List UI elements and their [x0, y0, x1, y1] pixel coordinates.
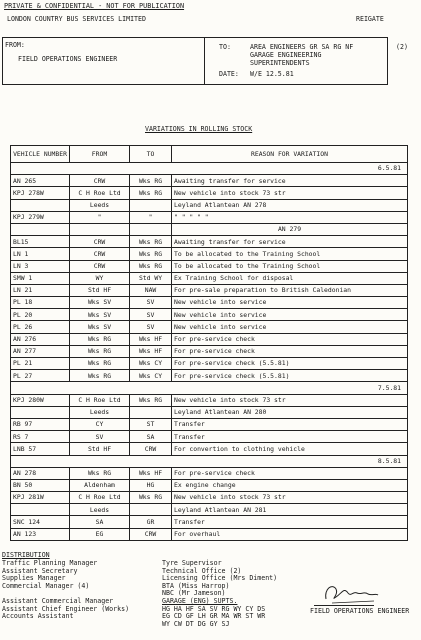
reason-cell: For pre-sale preparation to British Caledonian	[172, 284, 408, 296]
reason-cell: Leyland Atlantean AN 280	[172, 406, 408, 418]
vehicle-cell: PL 27	[11, 370, 70, 382]
table-row	[11, 394, 408, 406]
from-cell: Wks SV	[70, 321, 130, 333]
header-from: FROM	[70, 146, 130, 163]
from-cell: Wks RG	[70, 345, 130, 357]
vehicle-cell: PL 21	[11, 358, 70, 370]
to-cell: Wks RG	[130, 260, 172, 272]
distribution-item: Licensing Office (Mrs Diment)	[162, 574, 278, 583]
to-cell: Wks RG	[130, 175, 172, 187]
reason-cell: To be allocated to the Training School	[172, 248, 408, 260]
table-row	[11, 211, 408, 223]
classification-heading: PRIVATE & CONFIDENTIAL - NOT FOR PUBLICATION	[4, 2, 185, 10]
from-cell: CRW	[70, 236, 130, 248]
page-reference: (2)	[396, 43, 408, 51]
table-row	[11, 284, 408, 296]
from-cell: Leeds	[70, 504, 130, 516]
vehicle-cell	[11, 406, 70, 418]
from-cell: WY	[70, 272, 130, 284]
date-value: W/E 12.5.81	[250, 70, 294, 78]
to-cell: CRW	[130, 443, 172, 455]
to-cell: Wks CY	[130, 370, 172, 382]
to-cell: Std WY	[130, 272, 172, 284]
to-cell: Wks HF	[130, 345, 172, 357]
reason-cell: New vehicle into service	[172, 297, 408, 309]
from-cell: SV	[70, 431, 130, 443]
to-cell: Wks RG	[130, 394, 172, 406]
vehicle-cell: AN 123	[11, 528, 70, 540]
table-row	[11, 406, 408, 418]
to-cell: GR	[130, 516, 172, 528]
date-label: DATE:	[219, 70, 239, 78]
from-label: FROM:	[5, 41, 25, 49]
reason-cell: Ex engine change	[172, 479, 408, 491]
reason-cell: New vehicle into service	[172, 309, 408, 321]
date-cell: 7.5.81	[11, 382, 408, 394]
distribution-right-list	[162, 560, 277, 628]
to-cell: "	[130, 211, 172, 223]
to-line-3: SUPERINTENDENTS	[250, 59, 310, 67]
distribution-item: Technical Office (2)	[162, 566, 242, 575]
vehicle-cell: SMW 1	[11, 272, 70, 284]
table-row	[11, 431, 408, 443]
vehicle-cell	[11, 504, 70, 516]
table-date-row	[11, 382, 408, 394]
vehicle-cell: RB 97	[11, 418, 70, 430]
table-row	[11, 272, 408, 284]
vehicle-cell: AN 276	[11, 333, 70, 345]
reason-cell: Ex Training School for disposal	[172, 272, 408, 284]
to-cell: HG	[130, 479, 172, 491]
from-cell: CY	[70, 418, 130, 430]
to-cell: Wks HF	[130, 467, 172, 479]
from-cell: Leeds	[70, 199, 130, 211]
vehicle-cell	[11, 199, 70, 211]
location: REIGATE	[356, 15, 384, 23]
from-cell: CRW	[70, 175, 130, 187]
reason-cell: Awaiting transfer for service	[172, 236, 408, 248]
from-cell: Wks RG	[70, 358, 130, 370]
from-cell: Wks RG	[70, 467, 130, 479]
to-cell: ST	[130, 418, 172, 430]
date-cell: 8.5.81	[11, 455, 408, 467]
table-row	[11, 199, 408, 211]
distribution-item: EG CD GF LH GR MA WR ST WR	[162, 612, 266, 621]
reason-cell: New vehicle into stock 73 str	[172, 394, 408, 406]
vehicle-cell: KPJ 279W	[11, 211, 70, 223]
table-row	[11, 418, 408, 430]
to-cell	[130, 223, 172, 235]
to-cell: SV	[130, 309, 172, 321]
table-date-row	[11, 455, 408, 467]
from-cell: Wks SV	[70, 309, 130, 321]
table-row	[11, 175, 408, 187]
table-header-row	[11, 146, 408, 163]
reason-cell: New vehicle into stock 73 str	[172, 187, 408, 199]
table-row	[11, 297, 408, 309]
reason-cell: " " " " "	[172, 211, 408, 223]
distribution-item: Assistant Chief Engineer (Works)	[2, 604, 130, 613]
signature-title: FIELD OPERATIONS ENGINEER	[310, 607, 410, 615]
to-cell: Wks RG	[130, 236, 172, 248]
table-row	[11, 187, 408, 199]
vehicle-cell: RS 7	[11, 431, 70, 443]
from-cell: Aldenham	[70, 479, 130, 491]
to-cell: Wks HF	[130, 333, 172, 345]
from-cell	[70, 223, 130, 235]
distribution-item: Supplies Manager	[2, 574, 66, 583]
document-title: VARIATIONS IN ROLLING STOCK	[145, 125, 253, 133]
to-cell: SA	[130, 431, 172, 443]
reason-cell: New vehicle into stock 73 str	[172, 492, 408, 504]
table-row	[11, 467, 408, 479]
table-row	[11, 309, 408, 321]
reason-cell: Awaiting transfer for service	[172, 175, 408, 187]
from-cell: C H Roe Ltd	[70, 394, 130, 406]
to-cell: NAW	[130, 284, 172, 296]
distribution-item: WY CW DT DG GY SJ	[162, 619, 230, 628]
vehicle-cell: BN 50	[11, 479, 70, 491]
distribution-heading: DISTRIBUTION	[2, 551, 50, 559]
distribution-item: NBC (Mr Jameson)	[162, 589, 226, 598]
memo-divider	[204, 37, 205, 85]
reason-cell: For pre-service check	[172, 333, 408, 345]
table-row	[11, 504, 408, 516]
reason-cell: For pre-service check	[172, 345, 408, 357]
reason-cell: To be allocated to the Training School	[172, 260, 408, 272]
signature-line	[314, 605, 374, 606]
vehicle-cell: PL 20	[11, 309, 70, 321]
company-name: LONDON COUNTRY BUS SERVICES LIMITED	[7, 15, 146, 23]
vehicle-cell: LNB 57	[11, 443, 70, 455]
to-cell: Wks RG	[130, 187, 172, 199]
from-cell: CRW	[70, 248, 130, 260]
vehicle-cell: KPJ 278W	[11, 187, 70, 199]
vehicle-cell: KPJ 281W	[11, 492, 70, 504]
vehicle-cell: LN 1	[11, 248, 70, 260]
vehicle-cell: AN 278	[11, 467, 70, 479]
reason-cell: Transfer	[172, 516, 408, 528]
reason-cell: For pre-service check	[172, 467, 408, 479]
header-vehicle-number: VEHICLE NUMBER	[11, 146, 70, 163]
from-cell: Leeds	[70, 406, 130, 418]
reason-cell: For overhaul	[172, 528, 408, 540]
table-row	[11, 443, 408, 455]
to-cell: Wks RG	[130, 492, 172, 504]
from-cell: C H Roe Ltd	[70, 187, 130, 199]
to-line-2: GARAGE ENGINEERING	[250, 51, 322, 59]
table-row	[11, 321, 408, 333]
from-cell: Std HF	[70, 284, 130, 296]
table-row	[11, 345, 408, 357]
table-row	[11, 248, 408, 260]
reason-cell: Leyland Atlantean AN 278	[172, 199, 408, 211]
rolling-stock-table	[10, 145, 408, 541]
to-cell: Wks CY	[130, 358, 172, 370]
reason-cell: Transfer	[172, 418, 408, 430]
header-to: TO	[130, 146, 172, 163]
vehicle-cell: KPJ 280W	[11, 394, 70, 406]
to-cell: SV	[130, 321, 172, 333]
distribution-item: GARAGE (ENG) SUPTS.	[162, 596, 238, 605]
vehicle-cell: AN 265	[11, 175, 70, 187]
reason-cell: New vehicle into service	[172, 321, 408, 333]
signature-scribble	[322, 579, 380, 607]
table-row	[11, 528, 408, 540]
vehicle-cell: SNC 124	[11, 516, 70, 528]
to-cell	[130, 199, 172, 211]
table-row	[11, 260, 408, 272]
table-row	[11, 479, 408, 491]
to-cell: SV	[130, 297, 172, 309]
to-label: TO:	[219, 43, 231, 51]
vehicle-cell: PL 26	[11, 321, 70, 333]
vehicle-cell: AN 277	[11, 345, 70, 357]
distribution-left-list	[2, 560, 129, 621]
distribution-item: Tyre Supervisor	[162, 559, 222, 567]
table-row	[11, 333, 408, 345]
to-cell: Wks RG	[130, 248, 172, 260]
from-cell: SA	[70, 516, 130, 528]
from-cell: "	[70, 211, 130, 223]
header-reason: REASON FOR VARIATION	[172, 146, 408, 163]
distribution-item: HG HA HF SA SV RG WY CY DS	[162, 604, 266, 613]
distribution-item: Assistant Secretary	[2, 566, 78, 575]
reason-cell: For pre-service check (5.5.81)	[172, 358, 408, 370]
distribution-item: Assistant Commercial Manager	[2, 596, 114, 605]
distribution-item: Commercial Manager (4)	[2, 581, 90, 590]
table-row	[11, 492, 408, 504]
from-cell: Wks SV	[70, 297, 130, 309]
vehicle-cell: PL 18	[11, 297, 70, 309]
reason-cell: Leyland Atlantean AN 281	[172, 504, 408, 516]
vehicle-cell: LN 21	[11, 284, 70, 296]
distribution-item: Traffic Planning Manager	[2, 559, 98, 567]
table-row	[11, 236, 408, 248]
reason-cell: AN 279	[172, 223, 408, 235]
table-row	[11, 516, 408, 528]
date-cell: 6.5.81	[11, 163, 408, 175]
from-cell: CRW	[70, 260, 130, 272]
to-cell	[130, 406, 172, 418]
from-cell: C H Roe Ltd	[70, 492, 130, 504]
from-cell: Wks RG	[70, 333, 130, 345]
distribution-item: Accounts Assistant	[2, 612, 74, 621]
vehicle-cell: BL15	[11, 236, 70, 248]
distribution-item: BTA (Miss Harrop)	[162, 581, 230, 590]
table-row	[11, 370, 408, 382]
reason-cell: For convertion to clothing vehicle	[172, 443, 408, 455]
from-value: FIELD OPERATIONS ENGINEER	[18, 55, 118, 63]
vehicle-cell	[11, 223, 70, 235]
from-cell: Wks RG	[70, 370, 130, 382]
vehicle-cell: LN 3	[11, 260, 70, 272]
table-row	[11, 358, 408, 370]
to-line-1: AREA ENGINEERS GR SA RG NF	[250, 43, 354, 51]
table-date-row	[11, 163, 408, 175]
to-cell: CRW	[130, 528, 172, 540]
from-cell: Std HF	[70, 443, 130, 455]
reason-cell: For pre-service check (5.5.81)	[172, 370, 408, 382]
table-body	[11, 163, 408, 541]
from-cell: EG	[70, 528, 130, 540]
table-row	[11, 223, 408, 235]
to-cell	[130, 504, 172, 516]
reason-cell: Transfer	[172, 431, 408, 443]
